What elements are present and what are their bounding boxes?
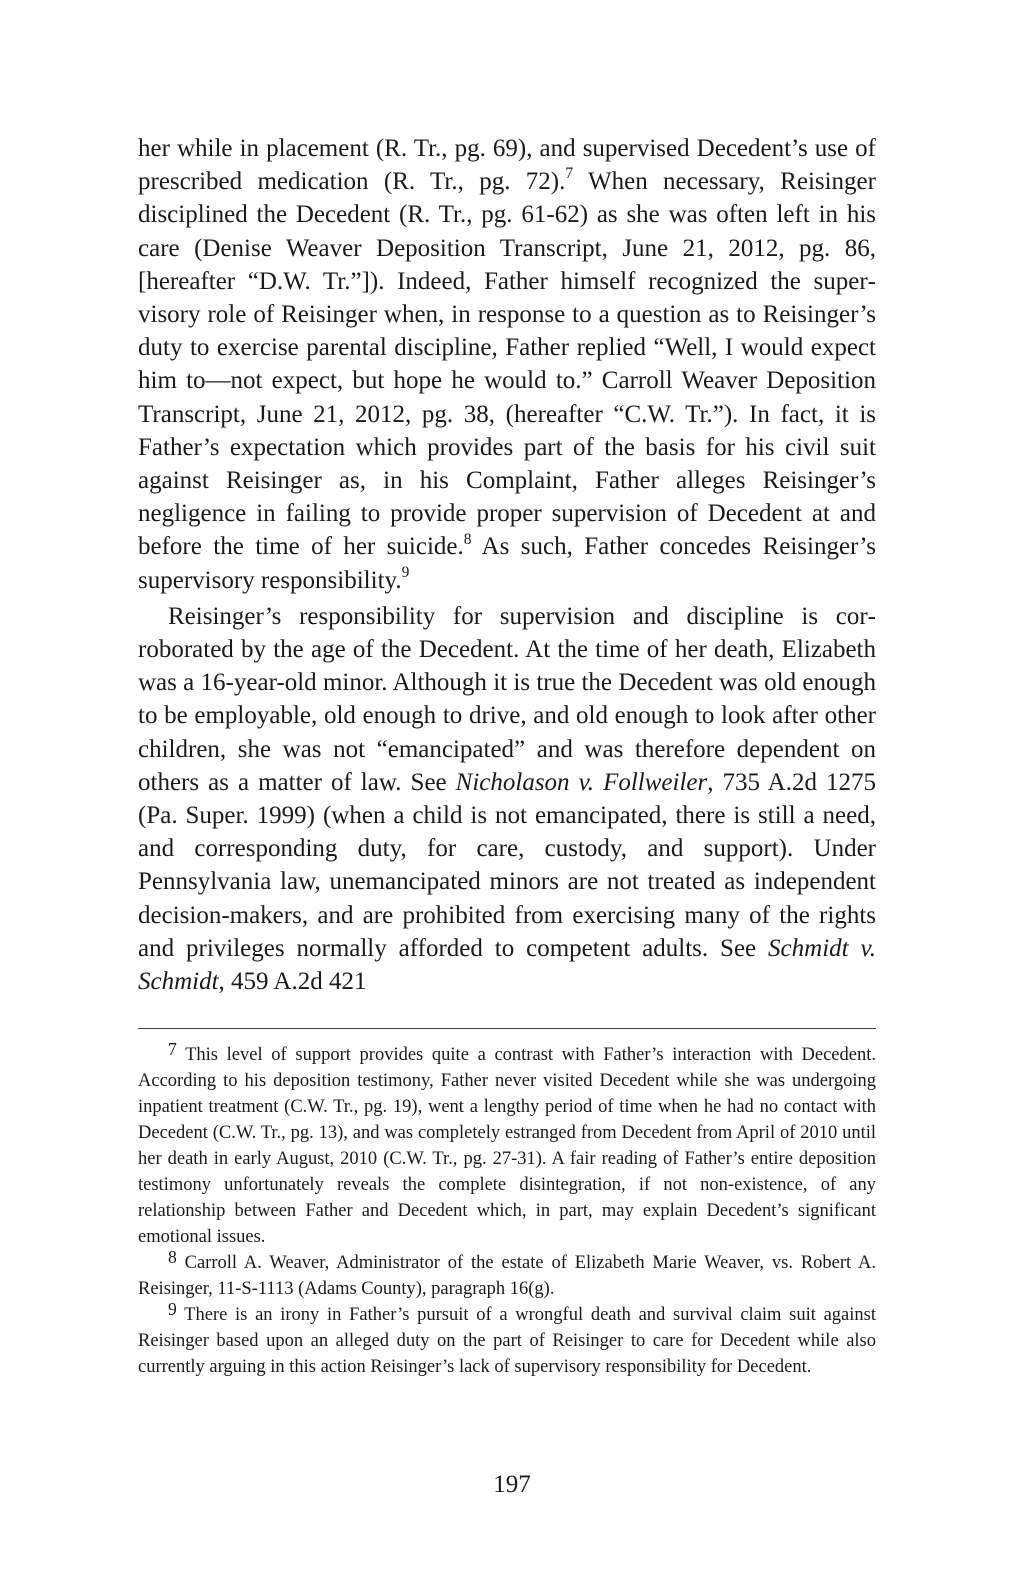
footnote-text: This level of support provides quite a contrast with Father’s interaction with Decedent. According to his deposition testimony, Father never visited Decedent while she was undergoing inpatient treatment (C.W. Tr., pg. 19), went a lengthy period of time when he had no contact with Decedent (C.W. Tr., pg. 13), and was completely estranged from Decedent from April of 2010 until her death in early August, 2010 (C.W. Tr., pg. 27-31). A fair reading of Father’s entire deposition testimony unfortunately reveals the complete disintegration, if not non-existence, of any relationship between Father and Decedent which, in part, may explain Decedent’s significant emotional issues. (138, 1045, 876, 1247)
footnote-9 (138, 1299, 876, 1380)
page-number: 197 (493, 1471, 531, 1498)
footnote-number: 7 (168, 1039, 177, 1060)
footnote-8 (138, 1247, 876, 1302)
footnote-text: There is an irony in Father’s pursuit of a wrongful death and survival claim suit against Reisinger based upon an alleged duty on the part of Reisinger to care for Decedent while also currently arguing in this action Reisinger’s lack of supervisory responsibility for Decedent. (138, 1305, 876, 1377)
paragraph-1-text-c: As such, Father concedes Reisinger’s supervisory responsibility. (138, 533, 876, 594)
paragraph-2-text-a: Reisinger’s responsibility for supervision and discipline is corroborated by the age of the Decedent. At the time of her death, Elizabeth was a 16-year-old minor. Although it is true the Decedent was old enough to be employable, old enough to drive, and old enough to look after other children, she was not “emancipated” and was therefore dependent on others as a matter of law. See (138, 602, 876, 796)
footnote-ref-8: 8 (463, 530, 472, 548)
case-citation-nicholason: Nicholason v. Follweiler (455, 768, 708, 796)
footnote-number: 9 (168, 1299, 177, 1320)
footnote-number: 8 (168, 1247, 177, 1268)
footnote-ref-7: 7 (565, 165, 574, 183)
paragraph-2 (138, 600, 876, 998)
paragraph-1 (138, 132, 876, 597)
paragraph-2-text-c: , 459 A.2d 421 (218, 968, 367, 996)
body-text (138, 132, 876, 998)
paragraph-2-text-b: , 735 A.2d 1275 (Pa. Super. 1999) (when a child is not emancipated, there is still a need, and corresponding duty, for care, custody, and support). Under Pennsylvania law, unemancipated minors are not treated as independent decision-makers, and are prohibited from exercising many of the rights and privileges normally afforded to competent adults. See (138, 768, 876, 962)
footnote-text: Carroll A. Weaver, Administrator of the estate of Elizabeth Marie Weaver, vs. Robert A. Reisinger, 11-S-1113 (Adams County), paragraph 16(g). (138, 1253, 876, 1299)
case-citation-schmidt: Schmidt v. Schmidt (138, 934, 876, 996)
footnote-ref-9: 9 (401, 563, 410, 581)
paragraph-1-text-a: her while in placement (R. Tr., pg. 69), and supervised Decedent’s use of prescribed medication (R. Tr., pg. 72). (138, 135, 876, 196)
paragraph-1-text-b: When necessary, Reisinger disciplined the Decedent (R. Tr., pg. 61-62) as she was often left in his care (Denise Weaver Deposition Transcript, June 21, 2012, pg. 86, [hereafter “D.W. Tr.”]). Indeed, Father himself recognized the supervisory role of Reisinger when, in response to a question as to Reisinger’s duty to exercise parental discipline, Father replied “Well, I would expect him to—not expect, but hope he would to.” Carroll Weaver Deposition Transcript, June 21, 2012, pg. 38, (hereafter “C.W. Tr.”). In fact, it is Father’s expectation which provides part of the basis for his civil suit against Reisinger as, in his Complaint, Father alleges Reisinger’s negligence in failing to provide proper supervision of Decedent at and before the time of her suicide. (138, 168, 876, 561)
footnote-divider (138, 1028, 876, 1029)
footnote-7 (138, 1039, 876, 1250)
footnotes (138, 1039, 876, 1380)
